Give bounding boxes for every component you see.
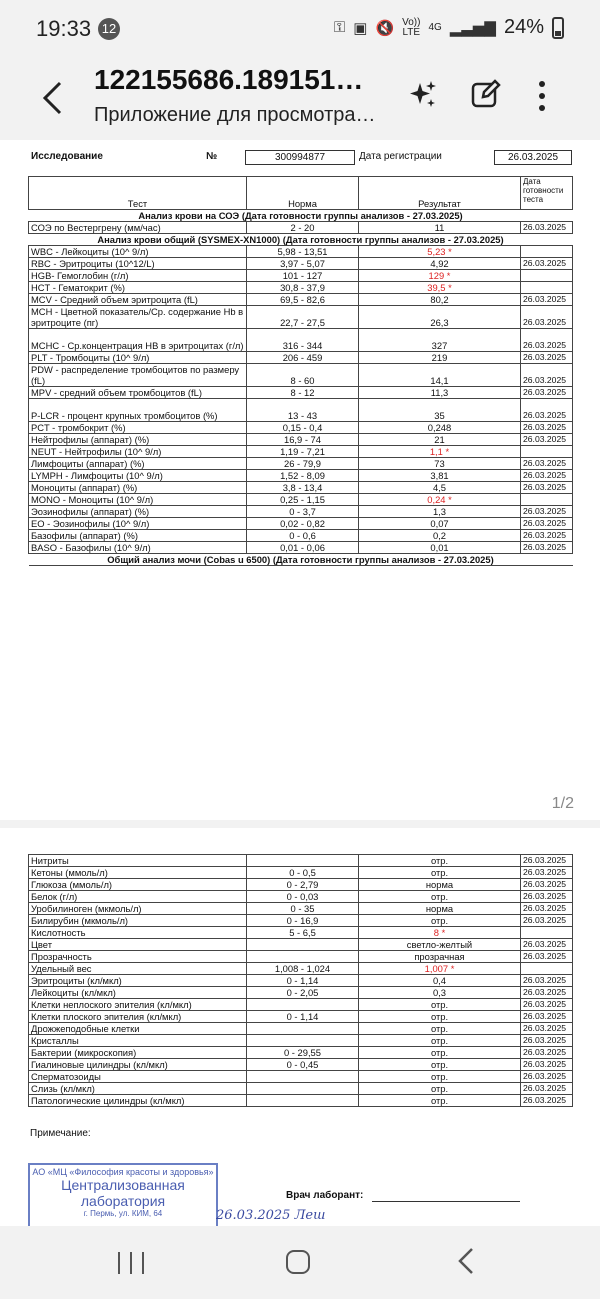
norm-cell (247, 1023, 359, 1035)
section-title: Общий анализ мочи (Cobas u 6500) (Дата готовности группы анализов - 27.03.2025) (29, 554, 573, 566)
ready-date-cell (521, 270, 573, 282)
ready-date-cell: 26.03.2025 (521, 352, 573, 364)
table-row (29, 364, 573, 387)
norm-cell (247, 1083, 359, 1095)
result-cell: прозрачная (359, 951, 521, 963)
test-name-cell: Удельный вес (29, 963, 247, 975)
test-name-cell: Эритроциты (кл/мкл) (29, 975, 247, 987)
table-row (29, 963, 573, 975)
result-cell: отр. (359, 855, 521, 867)
test-name-cell: Дрожжеподобные клетки (29, 1023, 247, 1035)
result-cell: 39,5 * (359, 282, 521, 294)
column-header-ready-date: Дата готовности теста (521, 177, 573, 210)
test-name-cell: MCHC - Ср.концентрация HB в эритроцитах (г/л) (29, 329, 247, 352)
test-name-cell: Лейкоциты (кл/мкл) (29, 987, 247, 999)
norm-cell (247, 1095, 359, 1107)
table-row (29, 1023, 573, 1035)
table-row (29, 927, 573, 939)
norm-cell: 3,97 - 5,07 (247, 258, 359, 270)
table-header-row (29, 177, 573, 210)
result-cell: 1,007 * (359, 963, 521, 975)
ready-date-cell (521, 963, 573, 975)
registration-header (28, 148, 572, 166)
result-cell: 80,2 (359, 294, 521, 306)
remark-label: Примечание: (30, 1128, 91, 1139)
document-subtitle: Приложение для просмотра… (94, 104, 376, 126)
ready-date-cell: 26.03.2025 (521, 458, 573, 470)
test-name-cell: HCT - Гематокрит (%) (29, 282, 247, 294)
table-row (29, 975, 573, 987)
test-name-cell: Нитриты (29, 855, 247, 867)
ready-date-cell: 26.03.2025 (521, 879, 573, 891)
norm-cell (247, 1035, 359, 1047)
laboratory-stamp: АО «МЦ «Философия красоты и здоровья» Централизованная лаборатория г. Пермь, ул. КИМ, 64 (28, 1163, 218, 1227)
norm-cell: 0 - 29,55 (247, 1047, 359, 1059)
test-name-cell: RBC - Эритроциты (10^12/L) (29, 258, 247, 270)
back-arrow-icon[interactable] (40, 80, 70, 120)
norm-cell: 0 - 2,05 (247, 987, 359, 999)
table-row (29, 518, 573, 530)
test-name-cell: СОЭ по Вестергрену (мм/час) (29, 222, 247, 234)
document-title: 122155686.189151… (94, 64, 364, 95)
test-name-cell: MPV - средний объем тромбоцитов (fL) (29, 387, 247, 399)
result-cell: 21 (359, 434, 521, 446)
test-name-cell: Кристаллы (29, 1035, 247, 1047)
registration-date-label: Дата регистрации (359, 151, 442, 162)
mute-icon: 🔇 (375, 19, 395, 37)
ready-date-cell: 26.03.2025 (521, 364, 573, 387)
test-name-cell: Цвет (29, 939, 247, 951)
test-name-cell: Билирубин (мкмоль/л) (29, 915, 247, 927)
ready-date-cell: 26.03.2025 (521, 1047, 573, 1059)
result-cell: отр. (359, 867, 521, 879)
result-cell: отр. (359, 1059, 521, 1071)
table-row (29, 470, 573, 482)
result-cell: отр. (359, 1011, 521, 1023)
test-name-cell: EO - Эозинофилы (10^ 9/л) (29, 518, 247, 530)
result-cell: 1,3 (359, 506, 521, 518)
ready-date-cell: 26.03.2025 (521, 1071, 573, 1083)
test-name-cell: WBC - Лейкоциты (10^ 9/л) (29, 246, 247, 258)
ready-date-cell: 26.03.2025 (521, 975, 573, 987)
document-page-2 (0, 828, 600, 1226)
study-label: Исследование (31, 151, 103, 162)
number-label: № (206, 151, 218, 162)
ready-date-cell: 26.03.2025 (521, 434, 573, 446)
test-name-cell: Кислотность (29, 927, 247, 939)
ready-date-cell (521, 246, 573, 258)
status-bar (0, 0, 600, 58)
result-cell: 0,3 (359, 987, 521, 999)
norm-cell: 0 - 0,6 (247, 530, 359, 542)
result-cell: 0,2 (359, 530, 521, 542)
result-cell: 35 (359, 399, 521, 422)
ready-date-cell: 26.03.2025 (521, 422, 573, 434)
test-name-cell: Моноциты (аппарат) (%) (29, 482, 247, 494)
result-cell: 3,81 (359, 470, 521, 482)
section-title: Анализ крови на СОЭ (Дата готовности группы анализов - 27.03.2025) (29, 210, 573, 222)
column-header-result: Результат (359, 177, 521, 210)
test-name-cell: PDW - распределение тромбоцитов по размеру (fL) (29, 364, 247, 387)
ready-date-cell (521, 446, 573, 458)
result-cell: 8 * (359, 927, 521, 939)
ready-date-cell: 26.03.2025 (521, 542, 573, 554)
norm-cell: 0,15 - 0,4 (247, 422, 359, 434)
norm-cell: 2 - 20 (247, 222, 359, 234)
result-cell: 0,01 (359, 542, 521, 554)
ready-date-cell: 26.03.2025 (521, 903, 573, 915)
results-table-page1 (28, 176, 573, 566)
ready-date-cell: 26.03.2025 (521, 855, 573, 867)
test-name-cell: PCT - тромбокрит (%) (29, 422, 247, 434)
ready-date-cell: 26.03.2025 (521, 939, 573, 951)
ready-date-cell: 26.03.2025 (521, 951, 573, 963)
test-name-cell: PLT - Тромбоциты (10^ 9/л) (29, 352, 247, 364)
test-name-cell: Белок (г/л) (29, 891, 247, 903)
table-row (29, 867, 573, 879)
study-number: 300994877 (245, 150, 355, 165)
table-row (29, 879, 573, 891)
test-name-cell: Базофилы (аппарат) (%) (29, 530, 247, 542)
table-row (29, 352, 573, 364)
result-cell: 0,07 (359, 518, 521, 530)
result-cell: 4,5 (359, 482, 521, 494)
norm-cell: 0,25 - 1,15 (247, 494, 359, 506)
norm-cell: 0 - 2,79 (247, 879, 359, 891)
norm-cell: 0 - 35 (247, 903, 359, 915)
ready-date-cell: 26.03.2025 (521, 530, 573, 542)
result-cell: норма (359, 903, 521, 915)
key-icon: ⚿ (333, 19, 346, 36)
system-navigation-bar (0, 1226, 600, 1299)
ready-date-cell: 26.03.2025 (521, 387, 573, 399)
norm-cell: 5 - 6,5 (247, 927, 359, 939)
ready-date-cell: 26.03.2025 (521, 1059, 573, 1071)
table-row (29, 1035, 573, 1047)
test-name-cell: Глюкоза (ммоль/л) (29, 879, 247, 891)
ready-date-cell: 26.03.2025 (521, 1083, 573, 1095)
norm-cell: 206 - 459 (247, 352, 359, 364)
ready-date-cell: 26.03.2025 (521, 222, 573, 234)
test-name-cell: Патологические цилиндры (кл/мкл) (29, 1095, 247, 1107)
norm-cell: 1,008 - 1,024 (247, 963, 359, 975)
norm-cell: 0 - 1,14 (247, 1011, 359, 1023)
ready-date-cell: 26.03.2025 (521, 891, 573, 903)
table-row (29, 891, 573, 903)
table-row (29, 294, 573, 306)
result-cell: 11,3 (359, 387, 521, 399)
table-row (29, 434, 573, 446)
norm-cell: 16,9 - 74 (247, 434, 359, 446)
norm-cell: 0 - 0,5 (247, 867, 359, 879)
test-name-cell: Клетки плоского эпителия (кл/мкл) (29, 1011, 247, 1023)
result-cell: отр. (359, 1083, 521, 1095)
table-row (29, 222, 573, 234)
table-row (29, 1059, 573, 1071)
result-cell: 26,3 (359, 306, 521, 329)
ready-date-cell (521, 927, 573, 939)
table-row (29, 542, 573, 554)
test-name-cell: Кетоны (ммоль/л) (29, 867, 247, 879)
ready-date-cell: 26.03.2025 (521, 518, 573, 530)
test-name-cell: NEUT - Нейтрофилы (10^ 9/л) (29, 446, 247, 458)
handwritten-signature: 26.03.2025 Леш (216, 1208, 326, 1223)
ready-date-cell: 26.03.2025 (521, 1095, 573, 1107)
nav-back-icon[interactable] (456, 1246, 476, 1284)
norm-cell: 30,8 - 37,9 (247, 282, 359, 294)
column-header-test: Тест (29, 177, 247, 210)
table-row (29, 329, 573, 352)
results-table-page2 (28, 854, 573, 1107)
more-options-icon[interactable] (532, 78, 552, 114)
result-cell: 129 * (359, 270, 521, 282)
table-row (29, 258, 573, 270)
norm-cell: 316 - 344 (247, 329, 359, 352)
test-name-cell: Сперматозоиды (29, 1071, 247, 1083)
ready-date-cell: 26.03.2025 (521, 999, 573, 1011)
table-row (29, 306, 573, 329)
section-header-row (29, 554, 573, 566)
status-icons (334, 16, 564, 39)
column-header-norm: Норма (247, 177, 359, 210)
signal-icon: ▂▃▅▇ (449, 19, 496, 37)
test-name-cell: LYMPH - Лимфоциты (10^ 9/л) (29, 470, 247, 482)
ready-date-cell: 26.03.2025 (521, 329, 573, 352)
norm-cell: 22,7 - 27,5 (247, 306, 359, 329)
result-cell: отр. (359, 999, 521, 1011)
test-name-cell: Нейтрофилы (аппарат) (%) (29, 434, 247, 446)
norm-cell: 0 - 3,7 (247, 506, 359, 518)
status-time: 19:33 (36, 16, 92, 41)
table-row (29, 951, 573, 963)
table-row (29, 482, 573, 494)
document-page-1 (0, 140, 600, 820)
table-row (29, 422, 573, 434)
norm-cell (247, 951, 359, 963)
table-row (29, 1095, 573, 1107)
result-cell: отр. (359, 1047, 521, 1059)
table-row (29, 915, 573, 927)
ready-date-cell: 26.03.2025 (521, 294, 573, 306)
test-name-cell: P-LCR - процент крупных тромбоцитов (%) (29, 399, 247, 422)
ready-date-cell: 26.03.2025 (521, 987, 573, 999)
norm-cell: 0,01 - 0,06 (247, 542, 359, 554)
norm-cell: 0,02 - 0,82 (247, 518, 359, 530)
norm-cell: 0 - 0,03 (247, 891, 359, 903)
table-row (29, 1011, 573, 1023)
result-cell: 5,23 * (359, 246, 521, 258)
result-cell: 0,24 * (359, 494, 521, 506)
norm-cell (247, 999, 359, 1011)
norm-cell: 0 - 1,14 (247, 975, 359, 987)
test-name-cell: BASO - Базофилы (10^ 9/л) (29, 542, 247, 554)
result-cell: 0,4 (359, 975, 521, 987)
norm-cell: 1,52 - 8,09 (247, 470, 359, 482)
result-cell: 0,248 (359, 422, 521, 434)
app-bar (0, 58, 600, 138)
test-name-cell: MONO - Моноциты (10^ 9/л) (29, 494, 247, 506)
doctor-label: Врач лаборант: (286, 1190, 364, 1201)
table-row (29, 246, 573, 258)
result-cell: 14,1 (359, 364, 521, 387)
result-cell: отр. (359, 1071, 521, 1083)
result-cell: 4,92 (359, 258, 521, 270)
norm-cell (247, 939, 359, 951)
test-name-cell: Лимфоциты (аппарат) (%) (29, 458, 247, 470)
table-row (29, 939, 573, 951)
section-header-row (29, 234, 573, 246)
norm-cell (247, 855, 359, 867)
table-row (29, 1083, 573, 1095)
norm-cell: 0 - 16,9 (247, 915, 359, 927)
norm-cell: 26 - 79,9 (247, 458, 359, 470)
result-cell: норма (359, 879, 521, 891)
result-cell: 219 (359, 352, 521, 364)
result-cell: 11 (359, 222, 521, 234)
network-type-indicator: 4G (428, 21, 442, 33)
table-row (29, 399, 573, 422)
norm-cell: 13 - 43 (247, 399, 359, 422)
ready-date-cell: 26.03.2025 (521, 1011, 573, 1023)
ready-date-cell: 26.03.2025 (521, 1035, 573, 1047)
home-icon[interactable] (286, 1250, 310, 1274)
ready-date-cell (521, 494, 573, 506)
ready-date-cell: 26.03.2025 (521, 258, 573, 270)
ready-date-cell: 26.03.2025 (521, 482, 573, 494)
norm-cell (247, 1071, 359, 1083)
battery-percent: 24% (503, 16, 544, 38)
table-row (29, 855, 573, 867)
norm-cell: 0 - 0,45 (247, 1059, 359, 1071)
norm-cell: 8 - 12 (247, 387, 359, 399)
result-cell: отр. (359, 1035, 521, 1047)
test-name-cell: Эозинофилы (аппарат) (%) (29, 506, 247, 518)
test-name-cell: HGB- Гемоглобин (г/л) (29, 270, 247, 282)
result-cell: светло-желтый (359, 939, 521, 951)
test-name-cell: MCV - Средний объем эритроцита (fL) (29, 294, 247, 306)
norm-cell: 101 - 127 (247, 270, 359, 282)
page-indicator: 1/2 (551, 795, 574, 812)
ready-date-cell: 26.03.2025 (521, 867, 573, 879)
table-row (29, 903, 573, 915)
section-title: Анализ крови общий (SYSMEX-XN1000) (Дата готовности группы анализов - 27.03.2025) (29, 234, 573, 246)
result-cell: 73 (359, 458, 521, 470)
recent-apps-icon[interactable] (118, 1252, 144, 1274)
table-row (29, 530, 573, 542)
test-name-cell: Уробилиноген (мкмоль/л) (29, 903, 247, 915)
result-cell: отр. (359, 915, 521, 927)
ready-date-cell: 26.03.2025 (521, 506, 573, 518)
norm-cell: 69,5 - 82,6 (247, 294, 359, 306)
registration-date: 26.03.2025 (494, 150, 572, 165)
table-row (29, 282, 573, 294)
edit-icon[interactable] (470, 78, 502, 110)
result-cell: отр. (359, 1023, 521, 1035)
norm-cell: 3,8 - 13,4 (247, 482, 359, 494)
ready-date-cell: 26.03.2025 (521, 1023, 573, 1035)
result-cell: отр. (359, 1095, 521, 1107)
table-row (29, 270, 573, 282)
test-name-cell: Гиалиновые цилиндры (кл/мкл) (29, 1059, 247, 1071)
ai-sparkle-icon[interactable] (408, 80, 438, 110)
ready-date-cell: 26.03.2025 (521, 306, 573, 329)
table-row (29, 387, 573, 399)
app-notification-icon: ▣ (353, 19, 368, 37)
table-row (29, 446, 573, 458)
table-row (29, 494, 573, 506)
test-name-cell: Слизь (кл/мкл) (29, 1083, 247, 1095)
result-cell: 327 (359, 329, 521, 352)
test-name-cell: Бактерии (микроскопия) (29, 1047, 247, 1059)
doctor-signature-line (372, 1201, 520, 1202)
result-cell: отр. (359, 891, 521, 903)
test-name-cell: Прозрачность (29, 951, 247, 963)
section-header-row (29, 210, 573, 222)
ready-date-cell (521, 282, 573, 294)
ready-date-cell: 26.03.2025 (521, 399, 573, 422)
volte-indicator: Vo)) LTE (402, 16, 421, 38)
result-cell: 1,1 * (359, 446, 521, 458)
table-row (29, 458, 573, 470)
battery-icon (552, 17, 564, 39)
notification-count-badge: 12 (98, 18, 120, 40)
norm-cell: 1,19 - 7,21 (247, 446, 359, 458)
norm-cell: 8 - 60 (247, 364, 359, 387)
ready-date-cell: 26.03.2025 (521, 915, 573, 927)
test-name-cell: MCH - Цветной показатель/Ср. содержание Hb в эритроците (пг) (29, 306, 247, 329)
test-name-cell: Клетки неплоского эпителия (кл/мкл) (29, 999, 247, 1011)
table-row (29, 506, 573, 518)
table-row (29, 987, 573, 999)
norm-cell: 5,98 - 13,51 (247, 246, 359, 258)
table-row (29, 1047, 573, 1059)
ready-date-cell: 26.03.2025 (521, 470, 573, 482)
table-row (29, 999, 573, 1011)
table-row (29, 1071, 573, 1083)
